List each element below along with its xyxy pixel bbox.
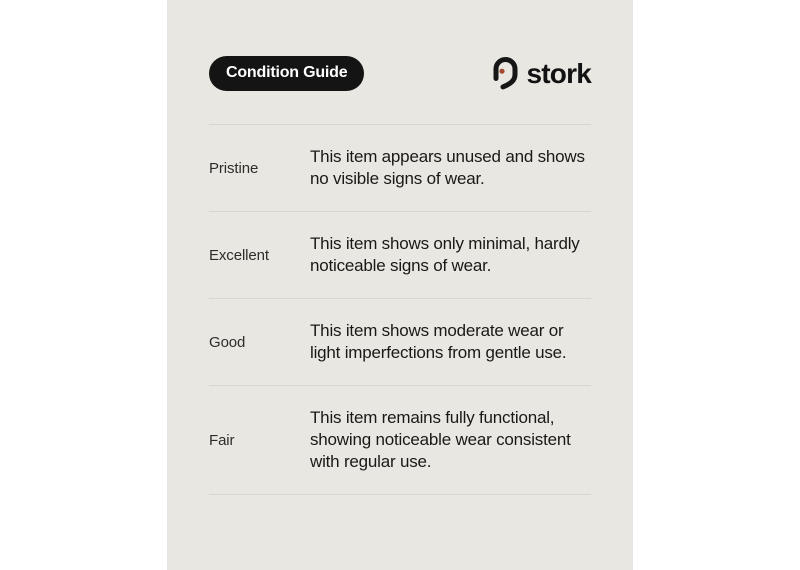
condition-guide-badge: Condition Guide: [209, 56, 364, 91]
stork-wordmark: stork: [526, 57, 591, 89]
table-row: [209, 298, 591, 385]
table-row: [209, 124, 591, 211]
condition-guide-card: [167, 0, 633, 570]
stork-logo: [490, 57, 591, 91]
condition-description: This item remains fully functional, showing noticeable wear consistent with regular use.: [310, 408, 571, 471]
condition-label: Good: [209, 333, 246, 351]
stork-mark-icon: [490, 57, 520, 91]
condition-description: This item shows only minimal, hardly noticeable signs of wear.: [310, 234, 580, 275]
condition-table: [209, 124, 591, 495]
card-header: [209, 56, 591, 91]
condition-description: This item shows moderate wear or light imperfections from gentle use.: [310, 321, 567, 362]
condition-label: Excellent: [209, 246, 269, 264]
condition-description: This item appears unused and shows no visible signs of wear.: [310, 147, 585, 188]
table-row: [209, 211, 591, 298]
condition-label: Fair: [209, 431, 235, 449]
condition-label: Pristine: [209, 159, 259, 177]
table-row: [209, 385, 591, 494]
